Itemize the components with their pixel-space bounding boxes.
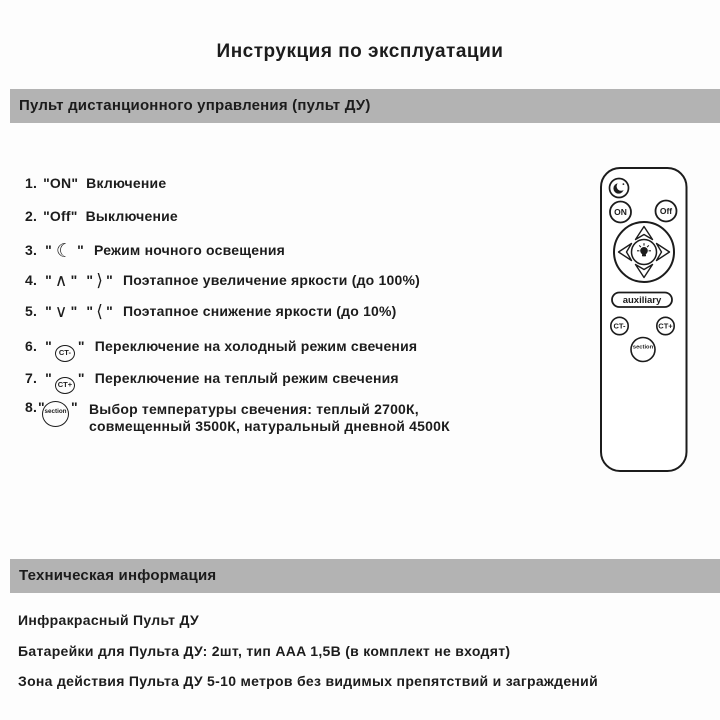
section-header-remote: Пульт дистанционного управления (пульт ДУ)	[10, 89, 720, 123]
night-mode-button	[610, 179, 629, 198]
on-button-label: ON	[614, 207, 627, 217]
item-text: Переключение на холодный режим свечения	[94, 338, 418, 354]
quote-mark: "	[45, 242, 52, 258]
quote-mark: "	[45, 272, 52, 288]
chevron-up-icon: ∧	[54, 271, 68, 290]
item-number: 2.	[25, 208, 38, 224]
list-item-1	[25, 175, 166, 191]
auxiliary-button	[612, 293, 672, 308]
item-number: 4.	[25, 272, 38, 288]
section-button	[631, 338, 655, 362]
quote-mark: "	[77, 370, 85, 386]
item-text: Режим ночного освещения	[94, 242, 286, 258]
section-badge: section	[42, 401, 69, 427]
quote-mark: "	[45, 338, 52, 354]
off-button-label: Off	[659, 206, 673, 216]
item-text: Включение	[86, 175, 167, 191]
item-text-line1: Выбор температуры свечения: теплый 2700К,	[89, 401, 419, 417]
ct-minus-button-label: CT-	[613, 321, 626, 331]
remote-svg	[596, 164, 691, 476]
list-item-3	[25, 242, 285, 260]
item-text: Выключение	[85, 208, 178, 224]
item-text: Поэтапное снижение яркости (до 10%)	[122, 303, 397, 319]
moon-icon: ☾	[55, 241, 74, 262]
tech-info-line: Батарейки для Пульта ДУ: 2шт, тип AAA 1,5В (в комплект не входят)	[18, 643, 511, 659]
ct-minus-badge: CT-	[55, 345, 75, 362]
quote-mark: "	[106, 303, 113, 319]
item-number: 6.	[25, 338, 38, 354]
item-number: 1.	[25, 175, 38, 191]
quote-mark: "	[77, 242, 84, 258]
ct-plus-button-label: CT+	[658, 321, 673, 331]
item-number: 3.	[25, 242, 38, 258]
item-number: 7.	[25, 370, 38, 386]
on-label: "ON"	[43, 175, 79, 191]
ct-plus-button	[657, 317, 674, 334]
quote-mark: "	[86, 272, 94, 288]
item-text-line2: совмещенный 3500К, натуральный дневной 4500К	[89, 418, 450, 434]
item-number: 5.	[25, 303, 38, 319]
tech-info-line: Зона действия Пульта ДУ 5-10 метров без видимых препятствий и заграждений	[18, 673, 598, 689]
dpad	[614, 222, 674, 282]
ct-plus-badge: CT+	[55, 377, 75, 394]
quote-mark: "	[45, 303, 52, 319]
item-text	[89, 401, 450, 435]
quote-mark: "	[71, 399, 78, 415]
page-title: Инструкция по эксплуатации	[216, 41, 504, 62]
chevron-left-icon: ⟨	[96, 302, 104, 321]
on-button	[610, 202, 631, 223]
item-text: Переключение на теплый режим свечения	[94, 370, 399, 386]
quote-mark: "	[70, 272, 78, 288]
item-text: Поэтапное увеличение яркости (до 100%)	[122, 272, 420, 288]
item-number: 8.	[25, 399, 38, 415]
quote-mark: "	[86, 303, 94, 319]
auxiliary-button-label: auxiliary	[622, 295, 662, 306]
list-item-6	[25, 338, 417, 362]
list-item-4	[25, 272, 420, 288]
ct-minus-button	[611, 317, 628, 334]
list-item-5	[25, 303, 397, 319]
list-item-2	[25, 208, 178, 224]
chevron-down-icon: ∨	[54, 302, 68, 321]
quote-mark: "	[38, 399, 45, 415]
quote-mark: "	[70, 303, 78, 319]
list-item-7	[25, 370, 399, 394]
section-button-label: section	[632, 344, 654, 351]
quote-mark: "	[77, 338, 85, 354]
quote-mark: "	[45, 370, 52, 386]
off-button	[656, 201, 677, 222]
section-header-tech: Техническая информация	[10, 559, 720, 593]
chevron-right-icon: ⟩	[96, 271, 104, 290]
off-label: "Off"	[43, 208, 78, 224]
list-item-8	[25, 399, 585, 445]
tech-info-line: Инфракрасный Пульт ДУ	[18, 612, 199, 628]
remote-illustration	[596, 164, 691, 476]
quote-mark: "	[106, 272, 113, 288]
